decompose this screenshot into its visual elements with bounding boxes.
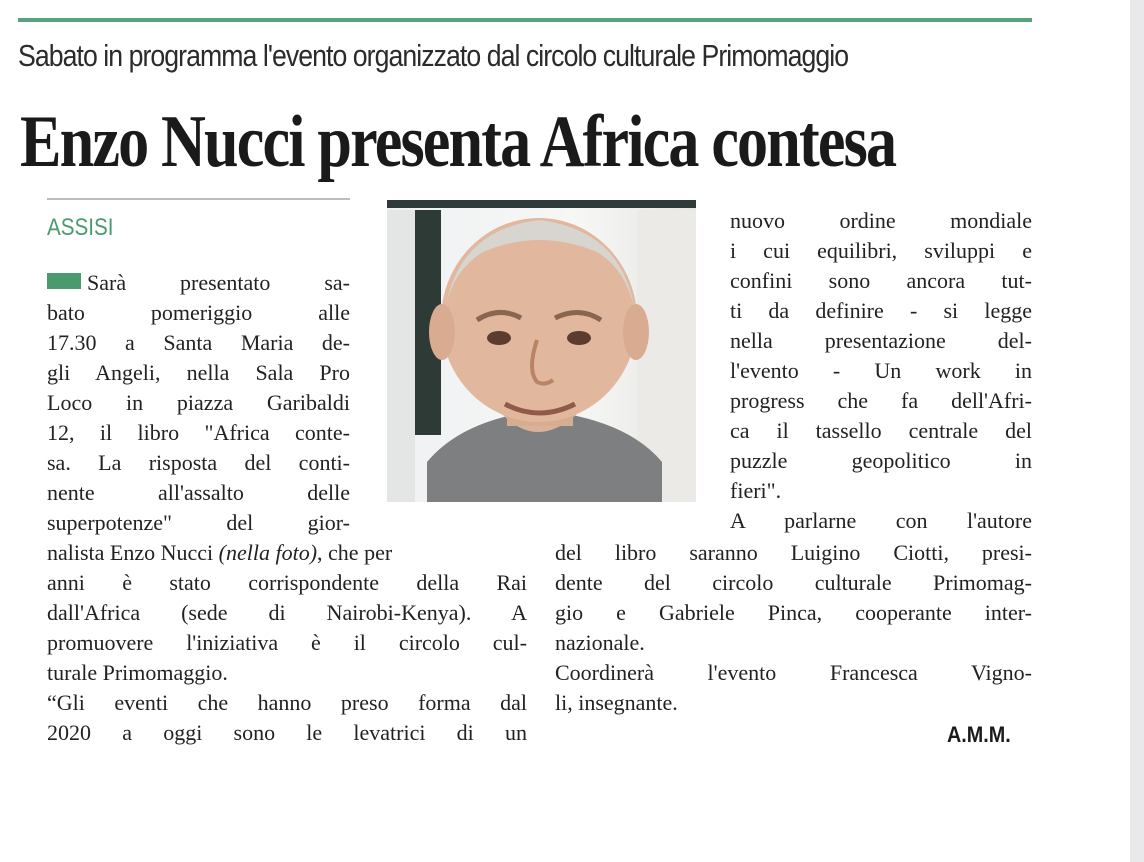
body-line: bato pomeriggio alle <box>47 300 350 325</box>
body-line-text: , che per <box>317 540 393 565</box>
body-line: confini sono ancora tut- <box>730 268 1032 293</box>
body-line: Loco in piazza Garibaldi <box>47 390 350 415</box>
body-line: nuovo ordine mondiale <box>730 208 1032 233</box>
body-line: A parlarne con l'autore <box>730 508 1032 533</box>
body-line-text: Sarà presentato sa- <box>87 270 350 295</box>
body-line: li, insegnante. <box>555 690 678 715</box>
top-green-rule <box>18 18 1032 22</box>
body-line: nente all'assalto delle <box>47 480 350 505</box>
paragraph-marker <box>47 273 81 289</box>
body-line-text: nalista Enzo Nucci <box>47 540 214 565</box>
body-line: dall'Africa (sede di Nairobi-Kenya). A <box>47 600 527 625</box>
body-line: turale Primomaggio. <box>47 660 228 685</box>
body-line: nazionale. <box>555 630 645 655</box>
author-signature: A.M.M. <box>947 722 1011 747</box>
portrait-illustration <box>387 200 696 502</box>
body-line: progress che fa dell'Afri- <box>730 388 1032 413</box>
body-line: nella presentazione del- <box>730 328 1032 353</box>
body-line: 2020 a oggi sono le levatrici di un <box>47 720 527 745</box>
body-line: puzzle geopolitico in <box>730 448 1032 473</box>
location-rule <box>47 198 350 200</box>
body-line: 17.30 a Santa Maria de- <box>47 330 350 355</box>
article-kicker: Sabato in programma l'evento organizzato dal circolo culturale Primomaggio <box>18 38 849 73</box>
article-location: ASSISI <box>47 214 114 241</box>
page-edge <box>1130 0 1144 862</box>
body-line: l'evento - Un work in <box>730 358 1032 383</box>
body-line: Coordinerà l'evento Francesca Vigno- <box>555 660 1032 685</box>
body-line: anni è stato corrispondente della Rai <box>47 570 527 595</box>
body-line: del libro saranno Luigino Ciotti, presi- <box>555 540 1032 565</box>
body-line: superpotenze" del gior- <box>47 510 350 535</box>
body-line: gli Angeli, nella Sala Pro <box>47 360 350 385</box>
body-line: gio e Gabriele Pinca, cooperante inter- <box>555 600 1032 625</box>
body-line: dente del circolo culturale Primomag- <box>555 570 1032 595</box>
body-line: ca il tassello centrale del <box>730 418 1032 443</box>
body-line: “Gli eventi che hanno preso forma dal <box>47 690 527 715</box>
body-line <box>47 538 527 568</box>
photo-reference: (nella foto) <box>218 540 318 565</box>
body-line: i cui equilibri, sviluppi e <box>730 238 1032 263</box>
body-line: promuovere l'iniziativa è il circolo cul- <box>47 630 527 655</box>
body-line: 12, il libro "Africa conte- <box>47 420 350 445</box>
body-line: sa. La risposta del conti- <box>47 450 350 475</box>
body-line <box>47 268 350 298</box>
article-headline: Enzo Nucci presenta Africa contesa <box>20 101 896 183</box>
body-line: fieri". <box>730 478 782 503</box>
body-line: ti da definire - si legge <box>730 298 1032 323</box>
author-photo <box>387 200 696 502</box>
